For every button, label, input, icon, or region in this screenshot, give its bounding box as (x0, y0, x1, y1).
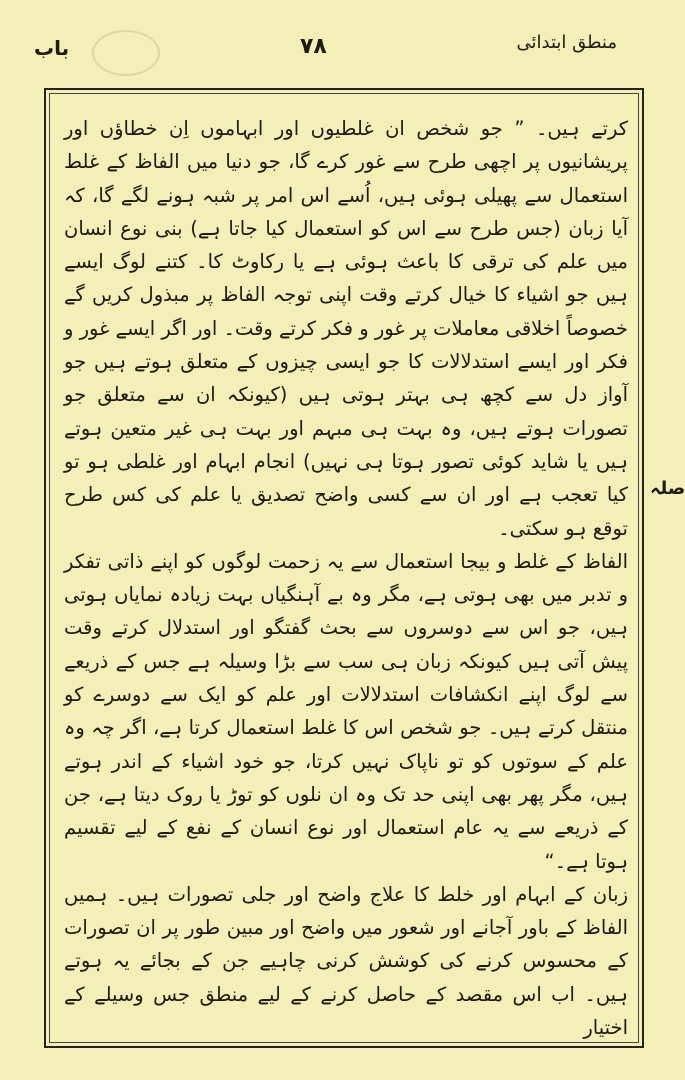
paragraph-3: زبان کے ابہام اور خلط کا علاج واضح اور جلی تصورات ہیں۔ ہمیں الفاظ کے باور آجانے اور شعور میں واضح اور مبین طور پر ان تصورات کے محسوس کرنے کی کوشش کرنی چاہیے جن کے بجائے یہ ہوتے ہیں۔ اب اس مقصد کے حاصل کرنے کے لیے منطق جس وسیلے کے اختیار (64, 882, 628, 1040)
paragraph-1: کرتے ہیں۔ ” جو شخص ان غلطیوں اور ابہاموں اِن خطاؤں اور پریشانیوں پر اچھی طرح سے غور کرے گا، جو دنیا میں الفاظ کے غلط استعمال سے پھیلی ہوئی ہیں، اُسے اس امر پر شبہ ہونے لگے گا، کہ آیا زبان (جس طرح سے اس کو استعمال کیا جاتا ہے) بنی نوع انسان میں علم کی ترقی کا باعث ہوئی ہے یا رکاوٹ کا۔ کتنے لوگ ایسے ہیں جو اشیاء کا خیال کرتے وقت اپنی توجہ الفاظ پر مبذول کریں گے خصوصاً اخلاقی معاملات پر غور و فکر کرتے وقت۔ اور اگر ایسے غور و فکر اور ایسے استدلالات کا جو ایسی چیزوں کے متعلق ہوتے ہیں جو آواز دل سے کچھ ہی بہتر ہوتی ہیں (کیونکہ ان سے متعلق جو تصورات ہوتے ہیں، وہ بہت ہی مبہم اور بہت ہی غیر متعین ہوتے ہیں یا شاید کوئی تصور ہوتا ہی نہیں) انجام ابہام اور غلطی ہو تو کیا تعجب ہے اور ان سے کسی واضح تصدیق یا علم کی کس طرح توقع ہو سکتی۔ (64, 117, 628, 540)
library-stamp (92, 30, 160, 76)
margin-note: صلہ (650, 478, 685, 499)
paragraph-2: الفاظ کے غلط و بیجا استعمال سے یہ زحمت لوگوں کو اپنے ذاتی تفکر و تدبر میں بھی ہوتی ہے، مگر وہ بے آہنگیاں بہت زیادہ نمایاں ہوتی ہیں، جو اس سے دوسروں سے بحث گفتگو اور استدلال کرتے وقت پیش آتی ہیں کیونکہ زبان ہی سب سے بڑا وسیلہ ہے جس کے ذریعے سے لوگ اپنے انکشافات استدلالات اور علم کو ایک سے دوسرے کو منتقل کرتے ہیں۔ جو شخص اس کا غلط استعمال کرتا ہے، اگر چہ وہ علم کے سوتوں کو تو ناپاک نہیں کرتا، جو خود اشیاء کے اندر ہوتے ہیں، مگر پھر بھی اپنی حد تک وہ ان نلوں کو توڑ یا روک دیتا ہے، جن کے ذریعے سے یہ عام استعمال اور نوع انسان کے نفع کے لیے تقسیم ہوتا ہے۔“ (64, 549, 628, 873)
page-header (0, 0, 677, 80)
text-frame (44, 88, 644, 1048)
running-title: منطق ابتدائی (516, 32, 617, 53)
body-text (64, 112, 628, 1040)
page-number: ۷۸ (300, 34, 327, 59)
chapter-mark: باب (34, 36, 70, 60)
